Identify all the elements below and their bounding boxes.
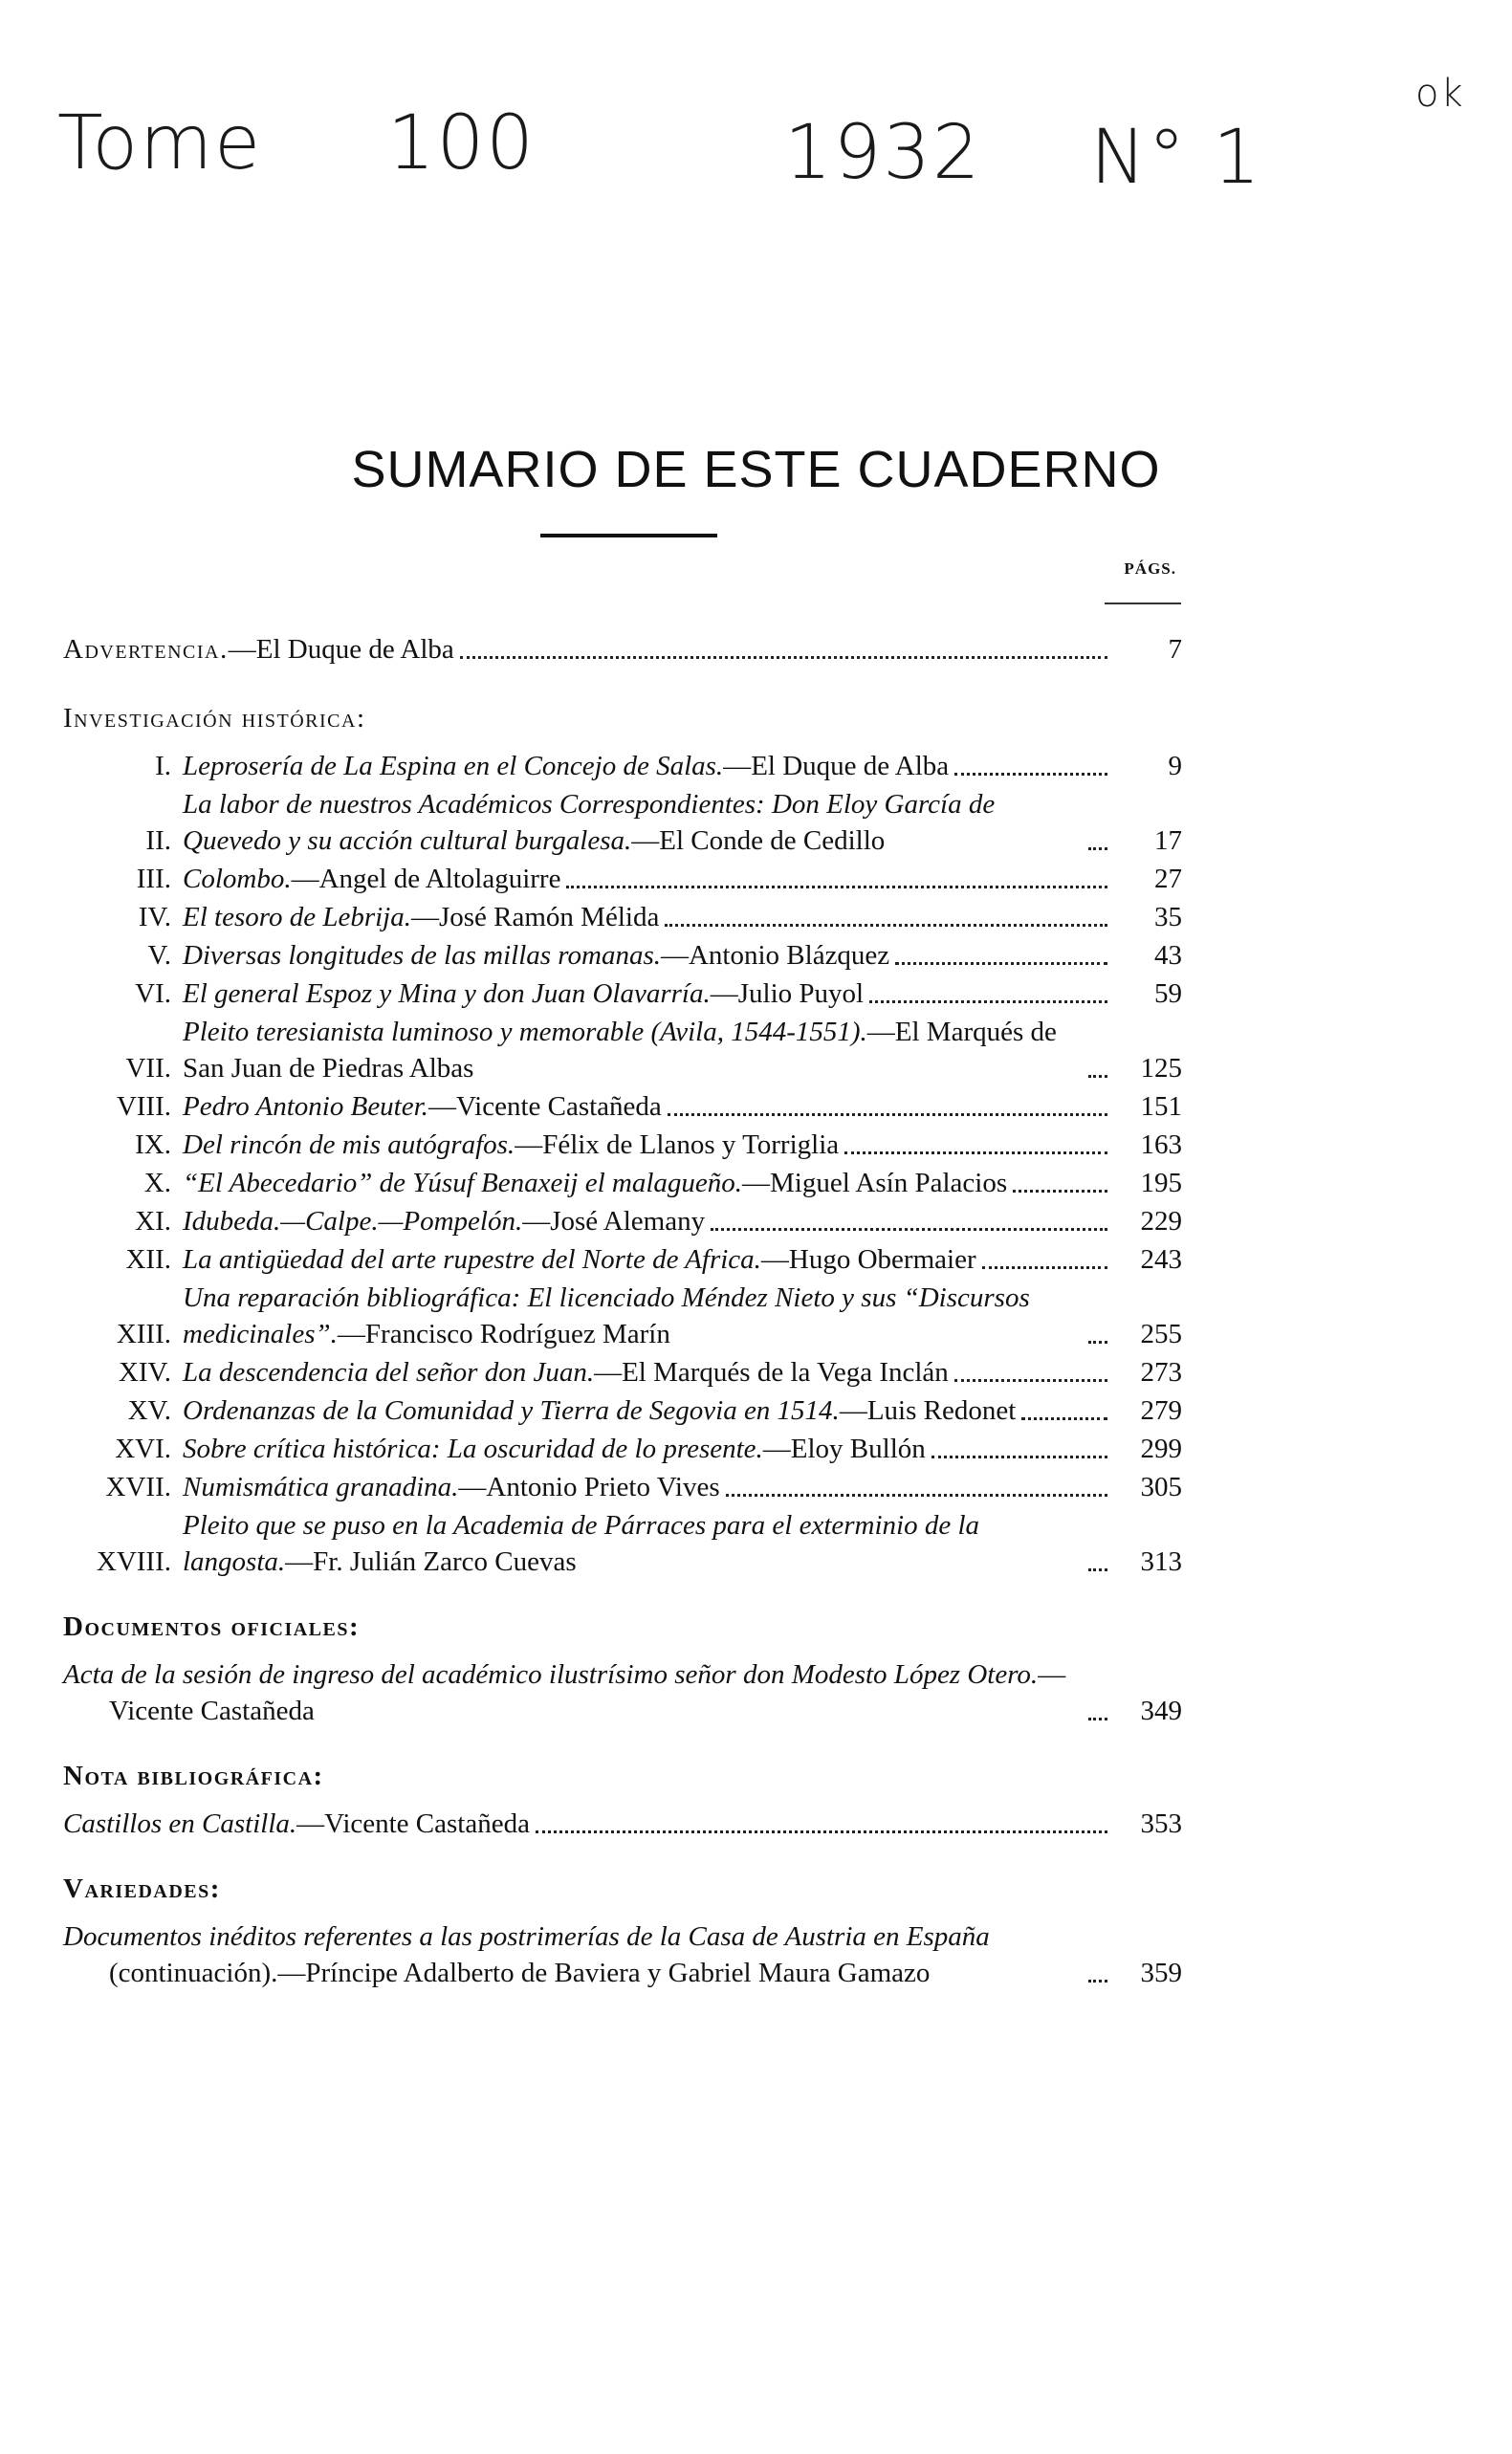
page-number: 163 bbox=[1140, 1129, 1182, 1160]
toc-entry bbox=[63, 1656, 1182, 1729]
page-number: 195 bbox=[1140, 1168, 1182, 1198]
toc-entry bbox=[63, 861, 1182, 897]
entry-author: —El Marqués de la Vega Inclán bbox=[594, 1357, 949, 1388]
entry-number: XIV. bbox=[118, 1357, 171, 1388]
entry-author: —Francisco Rodríguez Marín bbox=[337, 1319, 670, 1349]
dot-leader bbox=[1088, 1568, 1107, 1571]
dot-leader bbox=[1088, 1980, 1107, 1983]
title-divider bbox=[540, 534, 717, 537]
toc-entry bbox=[63, 1014, 1182, 1086]
entry-number: VIII. bbox=[116, 1091, 171, 1122]
entry-number: IV. bbox=[138, 902, 171, 932]
dot-leader bbox=[895, 962, 1107, 965]
toc-entry bbox=[63, 1165, 1182, 1201]
handwritten-issue: N° 1 bbox=[1090, 115, 1262, 201]
entry-title: Diversas longitudes de las millas romanas. bbox=[183, 940, 661, 971]
entry-title: Del rincón de mis autógrafos. bbox=[183, 1129, 515, 1160]
dot-leader bbox=[1021, 1417, 1107, 1420]
page-number: 9 bbox=[1168, 751, 1182, 781]
page-number: 151 bbox=[1140, 1091, 1182, 1122]
toc-entry bbox=[63, 786, 1182, 859]
handwritten-volume: 100 bbox=[387, 100, 536, 186]
toc-entry bbox=[63, 631, 1182, 668]
dot-leader bbox=[1088, 1075, 1107, 1078]
page-number: 299 bbox=[1140, 1434, 1182, 1464]
toc-entry bbox=[63, 1507, 1182, 1580]
entry-author: —Príncipe Adalberto de Baviera y Gabriel Maura Gamazo bbox=[277, 1958, 931, 1988]
entry-author: —Julio Puyol bbox=[710, 978, 865, 1009]
dot-leader bbox=[711, 1228, 1107, 1231]
dot-leader bbox=[1088, 1718, 1107, 1720]
toc-entry bbox=[63, 1241, 1182, 1278]
dot-leader bbox=[536, 1830, 1107, 1833]
entry-title: La antigüedad del arte rupestre del Norte de Africa. bbox=[183, 1244, 761, 1275]
entry-author: —El Marqués de San Juan de Piedras Albas bbox=[183, 1017, 1057, 1084]
entry-author: —Luis Redonet bbox=[839, 1395, 1017, 1426]
entry-number: XVII. bbox=[105, 1472, 171, 1502]
entry-number: IX. bbox=[135, 1129, 171, 1160]
dot-leader bbox=[726, 1494, 1107, 1497]
entry-author: —Hugo Obermaier bbox=[760, 1244, 976, 1275]
entry-author: —Vicente Castañeda bbox=[427, 1091, 662, 1122]
dot-leader bbox=[954, 1379, 1107, 1382]
entry-author: —Miguel Asín Palacios bbox=[742, 1168, 1008, 1198]
entry-number: VI. bbox=[135, 978, 171, 1009]
section-heading: Documentos oficiales: bbox=[63, 1611, 361, 1642]
entry-number: X. bbox=[143, 1168, 171, 1198]
toc-entry bbox=[63, 1088, 1182, 1125]
section-heading: Variedades: bbox=[63, 1873, 221, 1904]
toc-entry bbox=[63, 975, 1182, 1012]
toc-entry bbox=[63, 1280, 1182, 1352]
entry-number: I. bbox=[155, 751, 171, 781]
investigacion-section bbox=[63, 700, 1182, 1580]
page-number: 273 bbox=[1140, 1357, 1182, 1388]
entry-author: —Antonio Blázquez bbox=[660, 940, 890, 971]
investigacion-list bbox=[63, 748, 1182, 1580]
dot-leader bbox=[460, 656, 1107, 659]
page-number: 35 bbox=[1154, 902, 1182, 932]
page-number: 359 bbox=[1140, 1958, 1182, 1988]
entry-number: XI. bbox=[135, 1206, 171, 1237]
toc-entry bbox=[63, 937, 1182, 974]
entry-number: XVI. bbox=[115, 1434, 171, 1464]
toc-entry bbox=[63, 1806, 1182, 1842]
toc-entry bbox=[63, 1354, 1182, 1391]
toc-entry bbox=[63, 1203, 1182, 1239]
toc-entry bbox=[63, 748, 1182, 784]
entry-author: —Fr. Julián Zarco Cuevas bbox=[285, 1546, 577, 1577]
entry-title: Ordenanzas de la Comunidad y Tierra de Segovia en 1514. bbox=[183, 1395, 840, 1426]
entry-number: II. bbox=[145, 825, 171, 856]
page-number: 125 bbox=[1140, 1053, 1182, 1084]
entry-number: V. bbox=[147, 940, 171, 971]
entry-author: —José Ramón Mélida bbox=[410, 902, 660, 932]
entry-author: —Eloy Bullón bbox=[762, 1434, 926, 1464]
entry-author: —Vicente Castañeda bbox=[109, 1659, 1066, 1726]
entry-title: Documentos inéditos referentes a las postrimerías de la Casa de Austria en España bbox=[63, 1921, 990, 1952]
toc-entry bbox=[63, 1469, 1182, 1505]
toc-entry bbox=[63, 1431, 1182, 1467]
entry-title: El general Espoz y Mina y don Juan Olavarría. bbox=[183, 978, 711, 1009]
entry-title: Acta de la sesión de ingreso del académico ilustrísimo señor don Modesto López Otero. bbox=[63, 1659, 1039, 1690]
entry-title: Castillos en Castilla. bbox=[63, 1808, 297, 1839]
entry-title: La descendencia del señor don Juan. bbox=[183, 1357, 595, 1388]
entry-number: XV. bbox=[127, 1395, 171, 1426]
page-number: 313 bbox=[1140, 1546, 1182, 1577]
entry-title: Una reparación bibliográfica: El licenciado Méndez Nieto y sus “Discursos medicinales”. bbox=[183, 1282, 1030, 1349]
section-heading: Nota bibliográfica: bbox=[63, 1761, 324, 1791]
dot-leader bbox=[931, 1456, 1107, 1458]
page-number: 305 bbox=[1140, 1472, 1182, 1502]
handwritten-tome: Tome bbox=[57, 100, 263, 186]
page-number: 353 bbox=[1140, 1808, 1182, 1839]
advertencia-section bbox=[63, 631, 1182, 668]
page-number: 243 bbox=[1140, 1244, 1182, 1275]
pages-column-header: PÁGS. bbox=[1124, 559, 1176, 578]
entry-title: Pleito que se puso en la Academia de Párraces para el exterminio de la langosta. bbox=[183, 1510, 980, 1577]
entry-title: “El Abecedario” de Yúsuf Benaxeij el malagueño. bbox=[183, 1168, 743, 1198]
entry-title: Leprosería de La Espina en el Concejo de Salas. bbox=[183, 751, 724, 781]
advertencia-label: Advertencia. bbox=[63, 634, 229, 665]
dot-leader bbox=[668, 1113, 1107, 1116]
entry-number: XII. bbox=[125, 1244, 171, 1275]
toc-entry bbox=[63, 1392, 1182, 1429]
toc-entry bbox=[63, 1918, 1182, 1991]
entry-author: —Félix de Llanos y Torriglia bbox=[515, 1129, 840, 1160]
entry-number: III. bbox=[136, 864, 171, 894]
page-title: SUMARIO DE ESTE CUADERNO bbox=[351, 441, 1161, 498]
page-number: 43 bbox=[1154, 940, 1182, 971]
entry-title: Numismática granadina. bbox=[183, 1472, 459, 1502]
entry-title: Colombo. bbox=[183, 864, 292, 894]
documentos-section bbox=[63, 1609, 1182, 1729]
toc-entry bbox=[63, 899, 1182, 935]
dot-leader bbox=[566, 886, 1107, 888]
dot-leader bbox=[1088, 1341, 1107, 1344]
entry-title: Pedro Antonio Beuter. bbox=[183, 1091, 428, 1122]
table-of-contents bbox=[63, 631, 1182, 1991]
handwritten-year: 1932 bbox=[784, 110, 982, 196]
dot-leader bbox=[869, 1000, 1107, 1003]
entry-author: —Antonio Prieto Vives bbox=[458, 1472, 720, 1502]
entry-extra: (continuación). bbox=[109, 1958, 278, 1988]
entry-author: —El Duque de Alba bbox=[228, 634, 454, 665]
dot-leader bbox=[954, 773, 1107, 776]
entry-author: —José Alemany bbox=[522, 1206, 706, 1237]
dot-leader bbox=[844, 1151, 1107, 1154]
pages-header-divider bbox=[1105, 603, 1181, 604]
toc-entry bbox=[63, 1127, 1182, 1163]
entry-title: Sobre crítica histórica: La oscuridad de lo presente. bbox=[183, 1434, 763, 1464]
section-heading: Investigación histórica: bbox=[63, 703, 366, 734]
page-number: 7 bbox=[1168, 634, 1182, 665]
dot-leader bbox=[1088, 847, 1107, 850]
entry-author: —Vicente Castañeda bbox=[296, 1808, 530, 1839]
dot-leader bbox=[1013, 1190, 1107, 1193]
entry-title: La labor de nuestros Académicos Correspondientes: Don Eloy García de Quevedo y su acción cultural burgalesa. bbox=[183, 789, 996, 856]
entry-author: —El Duque de Alba bbox=[723, 751, 950, 781]
page-number: 255 bbox=[1140, 1319, 1182, 1349]
entry-title: Pleito teresianista luminoso y memorable (Avila, 1544-1551). bbox=[183, 1017, 867, 1047]
entry-title: Idubeda.—Calpe.—Pompelón. bbox=[183, 1206, 523, 1237]
entry-number: XIII. bbox=[116, 1319, 171, 1349]
entry-author: —Angel de Altolaguirre bbox=[291, 864, 561, 894]
handwritten-ok: ok bbox=[1415, 72, 1465, 116]
entry-title: El tesoro de Lebrija. bbox=[183, 902, 411, 932]
dot-leader bbox=[665, 924, 1107, 927]
page-number: 279 bbox=[1140, 1395, 1182, 1426]
nota-section bbox=[63, 1758, 1182, 1842]
variedades-section bbox=[63, 1871, 1182, 1991]
entry-number: XVIII. bbox=[96, 1546, 171, 1577]
page-number: 27 bbox=[1154, 864, 1182, 894]
entry-author: —El Conde de Cedillo bbox=[631, 825, 886, 856]
page-number: 17 bbox=[1154, 825, 1182, 856]
dot-leader bbox=[982, 1266, 1107, 1269]
page-number: 59 bbox=[1154, 978, 1182, 1009]
page-number: 349 bbox=[1140, 1696, 1182, 1726]
page-number: 229 bbox=[1140, 1206, 1182, 1237]
entry-number: VII. bbox=[125, 1053, 171, 1084]
